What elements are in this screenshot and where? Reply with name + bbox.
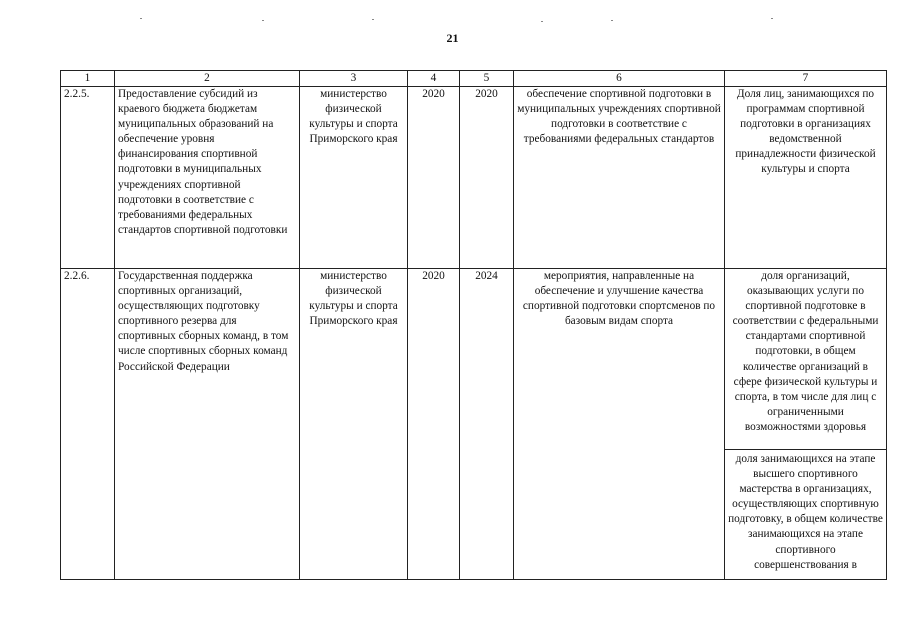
item-number: 2.2.6. [61, 269, 115, 580]
scan-speck [262, 20, 264, 21]
table-row [61, 269, 887, 580]
item-start-year: 2020 [408, 87, 460, 269]
table-row [61, 87, 887, 269]
scan-speck [541, 21, 543, 22]
indicator-organizations-share: доля организаций, оказывающих услуги по спортивной подготовке в соответствии с федеральными стандартами спортивной подготовки, в общем количестве организаций в сфере физической культуры и спорта, в том числе для лиц с ограниченными возможностями здоровья [725, 269, 886, 450]
item-name: Предоставление субсидий из краевого бюджета бюджетам муниципальных образований на обеспечение уровня финансирования спортивной подготовки в муниципальных учреждениях спортивной подготовки в соответствие с требованиями федеральных стандартов спортивной подготовки [115, 87, 300, 269]
item-end-year: 2024 [460, 269, 514, 580]
item-end-year: 2020 [460, 87, 514, 269]
column-header-1: 1 [61, 71, 115, 87]
item-indicators [725, 269, 887, 580]
scan-speck [140, 18, 142, 19]
item-result: обеспечение спортивной подготовки в муниципальных учреждениях спортивной подготовки в соответствие с требованиями федеральных стандартов [514, 87, 725, 269]
header-row [61, 71, 887, 87]
item-executor: министерство физической культуры и спорта Приморского края [300, 269, 408, 580]
page-number: 21 [446, 31, 459, 45]
item-name: Государственная поддержка спортивных организаций, осуществляющих подготовку спортивного резерва для спортивных сборных команд, в том числе спортивных сборных команд Российской Федерации [115, 269, 300, 580]
item-start-year: 2020 [408, 269, 460, 580]
column-header-5: 5 [460, 71, 514, 87]
scan-speck [611, 20, 613, 21]
item-result: мероприятия, направленные на обеспечение и улучшение качества спортивной подготовки спортсменов по базовым видам спорта [514, 269, 725, 580]
column-header-7: 7 [725, 71, 887, 87]
item-number: 2.2.5. [61, 87, 115, 269]
item-indicator: Доля лиц, занимающихся по программам спортивной подготовки в организациях ведомственной принадлежности физической культуры и спорта [725, 87, 887, 269]
scan-speck [372, 19, 374, 20]
program-table [60, 70, 887, 580]
column-header-4: 4 [408, 71, 460, 87]
indicator-high-mastery-share: доля занимающихся на этапе высшего спортивного мастерства в организациях, осуществляющих спортивную подготовку, в общем количестве занимающихся на этапе спортивного совершенствования в [728, 453, 883, 571]
column-header-2: 2 [115, 71, 300, 87]
item-executor: министерство физической культуры и спорта Приморского края [300, 87, 408, 269]
column-header-3: 3 [300, 71, 408, 87]
scan-speck [771, 18, 773, 19]
column-header-6: 6 [514, 71, 725, 87]
